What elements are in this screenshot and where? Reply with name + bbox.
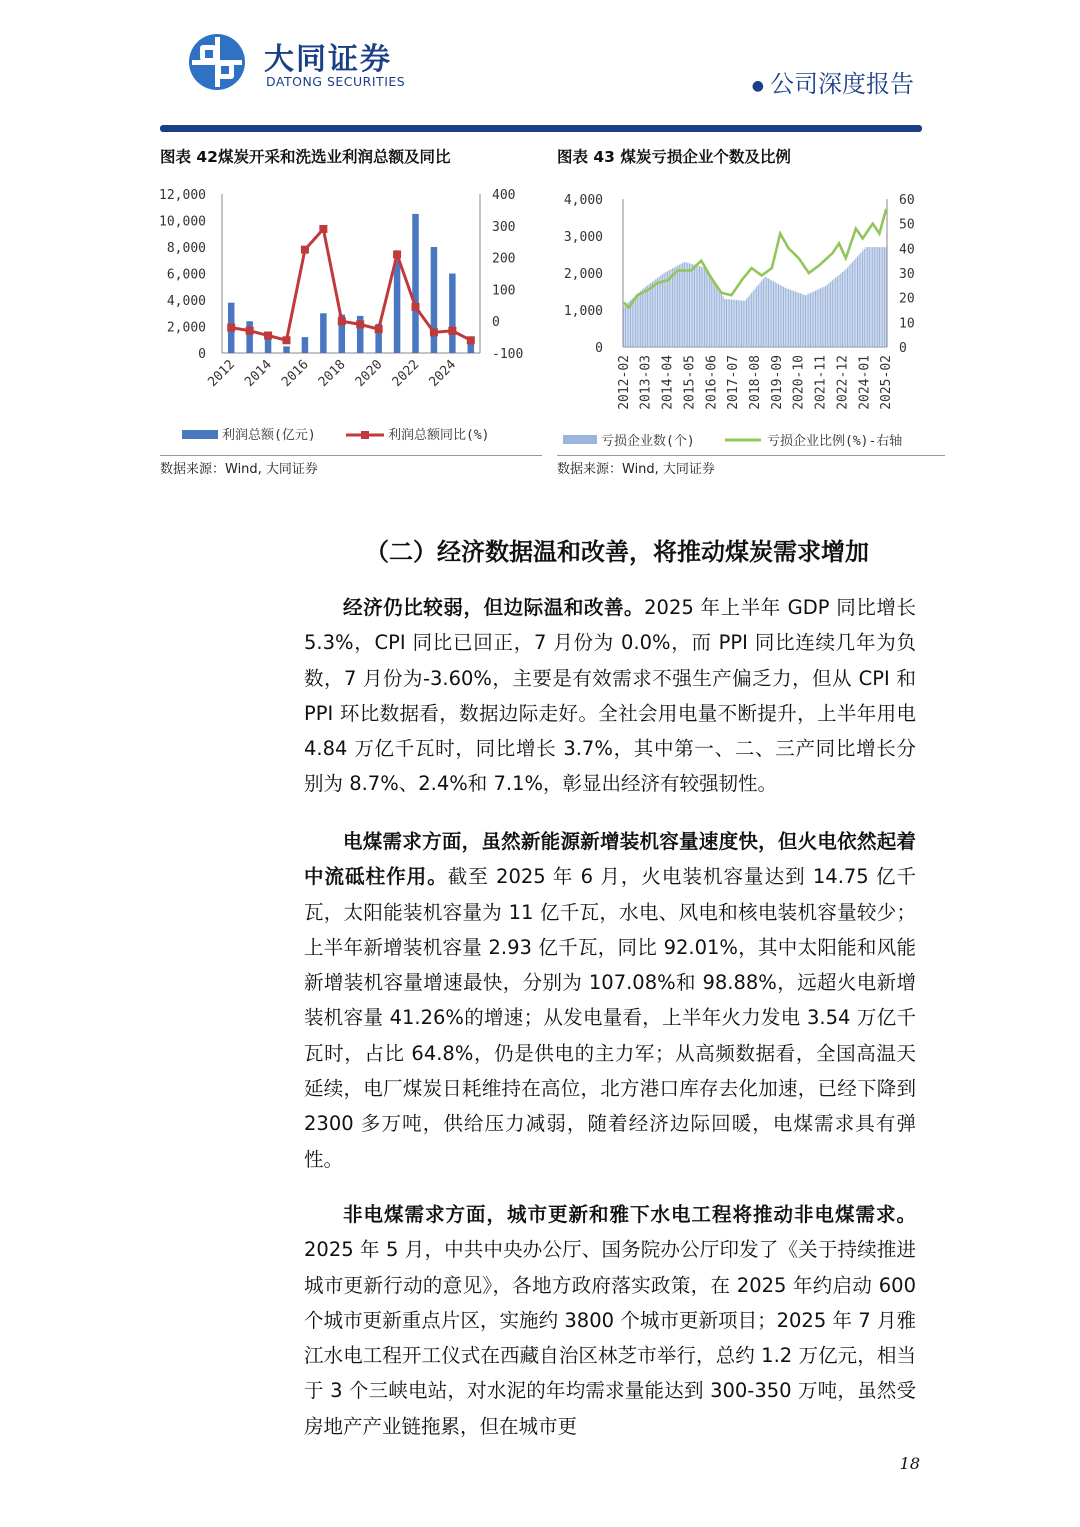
loss-count-bar <box>850 264 851 347</box>
loss-count-bar <box>801 294 802 347</box>
profit-yoy-point <box>227 324 235 332</box>
loss-count-bar <box>761 281 762 347</box>
right-y-tick-label: 20 <box>899 291 915 307</box>
loss-count-bar <box>753 291 754 347</box>
profit-yoy-point <box>264 332 272 340</box>
loss-count-bar <box>749 295 750 347</box>
loss-count-bar <box>670 269 671 347</box>
profit-yoy-point <box>283 336 291 344</box>
brand-name-cn: 大同证券 <box>264 42 392 77</box>
loss-count-bar <box>884 247 885 347</box>
loss-count-bar <box>648 284 649 347</box>
loss-count-bar <box>751 293 752 347</box>
x-tick-label: 2024-01 <box>857 355 873 410</box>
loss-count-bar <box>855 258 856 347</box>
paragraph-1 <box>304 590 916 802</box>
loss-count-bar <box>647 285 648 347</box>
loss-count-bar <box>852 262 853 347</box>
figure-42-chart <box>160 170 542 456</box>
loss-count-bar <box>854 260 855 347</box>
loss-count-bar <box>726 299 727 347</box>
loss-count-bar <box>800 293 801 347</box>
paragraph-2-lead: 电煤需求方面，虽然新能源新增装机容量速度快，但火电依然起着中流砥柱作用。 <box>304 830 916 889</box>
loss-count-bar <box>748 297 749 347</box>
right-y-tick-label: -100 <box>492 347 524 362</box>
x-tick-label: 2018-08 <box>748 355 763 410</box>
loss-count-bar <box>635 296 636 347</box>
loss-count-bar <box>864 249 865 347</box>
loss-count-bar <box>657 278 658 347</box>
right-y-tick-label: 0 <box>492 315 500 331</box>
loss-count-bar <box>881 247 882 347</box>
loss-count-bar <box>667 271 668 347</box>
loss-count-bar <box>682 263 683 347</box>
loss-count-bar <box>724 299 725 347</box>
loss-count-bar <box>818 289 819 347</box>
loss-count-bar <box>717 288 718 347</box>
x-tick-label: 2021-11 <box>813 355 829 410</box>
legend-bar-swatch <box>182 430 218 439</box>
legend-line-label: 亏损企业比例(%)-右轴 <box>767 434 903 449</box>
loss-count-bar <box>721 294 722 347</box>
loss-count-bar <box>696 265 697 347</box>
loss-count-bar <box>640 291 641 347</box>
profit-yoy-point <box>246 327 254 335</box>
loss-count-bar <box>704 267 705 347</box>
loss-count-bar <box>835 278 836 347</box>
figure-43-chart <box>557 170 945 456</box>
x-tick-label: 2019-09 <box>769 355 785 410</box>
loss-count-bar <box>874 247 875 347</box>
loss-count-bar <box>637 294 638 347</box>
legend-bar-label: 亏损企业数(个) <box>601 434 695 449</box>
loss-count-bar <box>842 272 843 347</box>
left-y-tick-label: 2,000 <box>166 320 206 336</box>
left-y-tick-label: 2,000 <box>563 267 603 282</box>
loss-count-bar <box>830 282 831 347</box>
loss-count-bar <box>875 247 876 347</box>
page-number: 18 <box>899 1454 920 1473</box>
paragraph-3-lead: 非电煤需求方面，城市更新和雅下水电工程将推动非电煤需求。 <box>343 1203 916 1226</box>
loss-count-bar <box>709 275 710 347</box>
left-y-tick-label: 8,000 <box>166 241 206 256</box>
figure-42-source: 数据来源：Wind, 大同证券 <box>160 462 318 477</box>
loss-count-bar <box>817 290 818 347</box>
loss-count-bar <box>736 300 737 347</box>
loss-count-bar <box>697 266 698 347</box>
loss-count-bar <box>645 287 646 347</box>
loss-count-bar <box>675 267 676 347</box>
loss-count-bar <box>739 300 740 347</box>
loss-count-bar <box>877 247 878 347</box>
profit-bar <box>283 346 290 353</box>
loss-count-bar <box>642 289 643 347</box>
loss-count-bar <box>731 300 732 347</box>
loss-count-bar <box>633 297 634 347</box>
x-tick-label: 2015-05 <box>682 355 698 410</box>
brand-name-en: DATONG SECURITIES <box>266 74 406 89</box>
loss-count-bar <box>822 287 823 347</box>
profit-yoy-point <box>375 325 383 333</box>
loss-count-bar <box>746 299 747 347</box>
loss-count-bar <box>691 264 692 347</box>
right-y-tick-label: 40 <box>899 242 915 258</box>
right-y-tick-label: 0 <box>899 341 907 356</box>
loss-count-bar <box>788 289 789 347</box>
loss-count-bar <box>768 279 769 347</box>
left-y-tick-label: 3,000 <box>563 230 603 245</box>
loss-count-bar <box>776 283 777 347</box>
loss-count-bar <box>728 299 729 347</box>
loss-count-bar <box>662 274 663 347</box>
loss-count-bar <box>694 265 695 347</box>
left-y-tick-label: 1,000 <box>563 304 603 319</box>
loss-count-bar <box>743 301 744 347</box>
left-y-tick-label: 6,000 <box>166 267 206 283</box>
loss-count-bar <box>795 292 796 348</box>
loss-count-bar <box>783 287 784 347</box>
x-tick-label: 2014-04 <box>660 355 676 410</box>
profit-yoy-point <box>467 336 475 344</box>
loss-count-bar <box>869 247 870 347</box>
profit-bar <box>431 247 438 353</box>
loss-count-bar <box>828 283 829 347</box>
loss-count-bar <box>707 273 708 347</box>
paragraph-2-body: 截至 2025 年 6 月，火电装机容量达到 14.75 亿千瓦，太阳能装机容量为 11 亿千瓦，水电、风电和核电装机容量较少；上半年新增装机容量 2.93 亿千瓦，同比 92.01%，其中太阳能和风能新增装机容量增速最快，分别为 107.08%和 98.88%，远超火电新增装机容量 41.26%的增速；从发电量看，上半年火力发电 3.54 万亿千瓦时，占比 64.8%，仍是供电的主力军；从高频数据看，全国高温天延续，电厂煤炭日耗维持在高位，北方港口库存去化加速，已经下降到 2300 多万吨，供给压力减弱，随着经济边际回暖，电煤需求具有弹性。 <box>304 865 916 1171</box>
loss-count-bar <box>734 300 735 347</box>
loss-count-bar <box>759 283 760 347</box>
x-tick-label: 2012 <box>205 357 239 390</box>
loss-count-bar <box>729 299 730 347</box>
loss-count-bar <box>672 268 673 347</box>
loss-count-bar <box>687 263 688 347</box>
profit-yoy-point <box>301 246 309 254</box>
x-tick-label: 2016-06 <box>704 355 720 410</box>
loss-count-bar <box>685 262 686 347</box>
x-tick-label: 2022-12 <box>835 355 851 410</box>
loss-count-bar <box>706 270 707 347</box>
loss-count-bar <box>837 276 838 347</box>
loss-count-bar <box>664 273 665 347</box>
profit-chart-svg <box>160 170 542 455</box>
profit-yoy-point <box>338 317 346 325</box>
loss-count-bar <box>780 285 781 347</box>
left-y-tick-label: 12,000 <box>160 188 206 203</box>
loss-count-bar <box>692 264 693 347</box>
loss-count-bar <box>677 266 678 347</box>
section-heading: （二）经济数据温和改善，将推动煤炭需求增加 <box>365 537 869 566</box>
loss-count-bar <box>679 265 680 347</box>
x-tick-label: 2022 <box>389 357 423 390</box>
profit-bar <box>412 214 419 353</box>
left-y-tick-label: 10,000 <box>160 214 206 230</box>
loss-count-bar <box>838 275 839 347</box>
loss-count-bar <box>815 291 816 347</box>
loss-count-bar <box>781 286 782 347</box>
loss-count-bar <box>659 277 660 347</box>
paragraph-1-lead: 经济仍比较弱，但边际温和改善。 <box>343 596 645 619</box>
loss-count-bar <box>674 267 675 347</box>
paragraph-1-body: 2025 年上半年 GDP 同比增长 5.3%，CPI 同比已回正，7 月份为 0.0%，而 PPI 同比连续几年为负数，7 月份为-3.60%，主要是有效需求不强生产偏乏力，但从 CPI 和 PPI 环比数据看，数据边际走好。全社会用电量不断提升，上半年用电 4.84 万亿千瓦时，同比增长 3.7%，其中第一、二、三产同比增长分别为 8.7%、2.4%和 7.1%，彰显出经济有较强韧性。 <box>304 596 916 796</box>
loss-count-bar <box>711 278 712 347</box>
report-type-label: 公司深度报告 <box>770 70 914 98</box>
loss-count-bar <box>833 279 834 347</box>
loss-count-bar <box>849 266 850 347</box>
loss-count-bar <box>810 293 811 347</box>
loss-count-bar <box>775 282 776 347</box>
loss-count-bar <box>714 283 715 347</box>
loss-count-bar <box>793 291 794 347</box>
loss-count-bar <box>847 267 848 347</box>
loss-count-bar <box>857 256 858 347</box>
loss-count-bar <box>812 292 813 347</box>
figure-43-source: 数据来源：Wind, 大同证券 <box>557 462 715 477</box>
loss-chart-svg <box>557 170 945 455</box>
loss-count-bar <box>844 271 845 347</box>
loss-count-bar <box>882 247 883 347</box>
loss-count-bar <box>808 294 809 347</box>
paragraph-3-body: 2025 年 5 月，中共中央办公厅、国务院办公厅印发了《关于持续推进城市更新行动的意见》，各地方政府落实政策，在 2025 年约启动 600 个城市更新重点片区，实施约 3800 个城市更新项目；2025 年 7 月雅江水电工程开工仪式在西藏自治区林芝市举行，总约 1.2 万亿元，相当于 3 个三峡电站，对水泥的年均需求量能达到 300-350 万吨，虽然受房地产产业链拖累，但在城市更 <box>304 1238 916 1438</box>
loss-count-bar <box>722 296 723 347</box>
loss-count-bar <box>867 247 868 347</box>
loss-count-bar <box>872 247 873 347</box>
loss-count-bar <box>665 272 666 347</box>
right-y-tick-label: 10 <box>899 316 915 332</box>
profit-yoy-point <box>393 250 401 258</box>
loss-count-bar <box>778 284 779 347</box>
x-tick-label: 2020 <box>352 357 386 390</box>
loss-count-bar <box>684 262 685 347</box>
loss-count-bar <box>680 264 681 347</box>
right-y-tick-label: 300 <box>492 219 516 235</box>
loss-count-bar <box>840 273 841 347</box>
loss-count-bar <box>689 263 690 347</box>
loss-count-bar <box>798 293 799 347</box>
right-y-tick-label: 200 <box>492 251 516 267</box>
report-type <box>752 64 914 99</box>
loss-count-bar <box>859 255 860 348</box>
loss-count-bar <box>845 269 846 347</box>
x-tick-label: 2014 <box>242 357 275 390</box>
loss-count-bar <box>719 291 720 347</box>
loss-count-bar <box>702 267 703 347</box>
loss-count-bar <box>832 280 833 347</box>
loss-count-bar <box>886 247 887 347</box>
profit-bar <box>449 274 456 354</box>
profit-yoy-point <box>412 303 420 311</box>
loss-count-bar <box>627 303 628 347</box>
profit-bar <box>246 321 253 353</box>
legend-line-marker <box>361 431 369 439</box>
loss-count-bar <box>770 279 771 347</box>
loss-count-bar <box>803 295 804 347</box>
left-y-tick-label: 0 <box>595 341 603 356</box>
loss-count-bar <box>860 253 861 347</box>
profit-bar <box>320 313 327 353</box>
loss-count-bar <box>716 286 717 347</box>
loss-count-bar <box>625 305 626 347</box>
loss-count-bar <box>823 287 824 347</box>
loss-count-bar <box>699 266 700 347</box>
legend-bar-swatch <box>563 435 597 444</box>
loss-count-bar <box>756 287 757 347</box>
loss-count-bar <box>638 292 639 347</box>
profit-bar <box>394 260 401 353</box>
x-tick-label: 2018 <box>315 357 349 390</box>
legend-line-label: 利润总额同比(%) <box>388 428 490 443</box>
loss-count-bar <box>660 275 661 347</box>
loss-count-bar <box>791 290 792 347</box>
left-y-tick-label: 0 <box>198 347 206 362</box>
loss-count-bar <box>623 306 624 347</box>
loss-count-bar <box>744 301 745 347</box>
loss-count-bar <box>879 247 880 347</box>
profit-yoy-point <box>448 327 456 335</box>
x-tick-label: 2016 <box>279 357 312 390</box>
paragraph-2 <box>304 824 916 1177</box>
loss-count-bar <box>754 289 755 347</box>
loss-count-bar <box>669 270 670 347</box>
loss-count-bar <box>813 291 814 347</box>
figure-43-title: 图表 43 煤炭亏损企业个数及比例 <box>557 148 791 166</box>
bullet-icon: ● <box>751 77 764 94</box>
loss-count-bar <box>825 286 826 347</box>
loss-count-bar <box>650 283 651 347</box>
loss-count-bar <box>807 294 808 347</box>
loss-count-bar <box>763 279 764 347</box>
loss-count-bar <box>765 277 766 347</box>
profit-yoy-point <box>430 328 438 336</box>
loss-count-bar <box>771 280 772 347</box>
paragraph-3 <box>304 1197 916 1444</box>
loss-count-bar <box>655 279 656 347</box>
loss-count-bar <box>865 247 866 347</box>
left-y-tick-label: 4,000 <box>563 193 603 208</box>
right-y-tick-label: 50 <box>899 217 915 233</box>
company-logo-icon <box>186 32 248 92</box>
loss-count-bar <box>701 267 702 347</box>
right-y-tick-label: 60 <box>899 193 915 208</box>
loss-count-bar <box>862 251 863 347</box>
x-tick-label: 2017-07 <box>726 355 742 410</box>
loss-count-bar <box>741 300 742 347</box>
loss-count-bar <box>632 299 633 347</box>
loss-count-bar <box>758 285 759 347</box>
loss-count-bar <box>827 285 828 347</box>
left-y-tick-label: 4,000 <box>166 294 206 309</box>
loss-count-bar <box>712 281 713 347</box>
loss-count-bar <box>773 281 774 347</box>
right-y-tick-label: 30 <box>899 267 915 282</box>
loss-count-bar <box>786 288 787 347</box>
x-tick-label: 2020-10 <box>791 355 807 410</box>
x-tick-label: 2024 <box>426 357 460 390</box>
right-y-tick-label: 100 <box>492 283 516 299</box>
loss-count-bar <box>785 288 786 347</box>
loss-count-bar <box>790 290 791 347</box>
x-tick-label: 2013-03 <box>638 355 654 410</box>
loss-count-bar <box>796 292 797 347</box>
right-y-tick-label: 400 <box>492 188 516 203</box>
loss-count-bar <box>733 300 734 347</box>
figure-42-title: 图表 42煤炭开采和洗选业利润总额及同比 <box>160 148 451 166</box>
profit-yoy-point <box>319 225 327 233</box>
header-divider <box>160 125 922 132</box>
loss-count-bar <box>738 300 739 347</box>
loss-count-bar <box>766 278 767 347</box>
legend-bar-label: 利润总额(亿元) <box>222 428 316 443</box>
x-tick-label: 2012-02 <box>616 355 632 410</box>
loss-count-bar <box>654 280 655 347</box>
loss-count-bar <box>820 288 821 347</box>
loss-count-bar <box>870 247 871 347</box>
loss-count-bar <box>643 288 644 347</box>
loss-count-bar <box>652 282 653 347</box>
loss-count-bar <box>805 295 806 347</box>
profit-yoy-point <box>356 320 364 328</box>
profit-bar <box>302 337 309 353</box>
company-logo <box>186 32 426 94</box>
x-tick-label: 2025-02 <box>879 355 895 410</box>
